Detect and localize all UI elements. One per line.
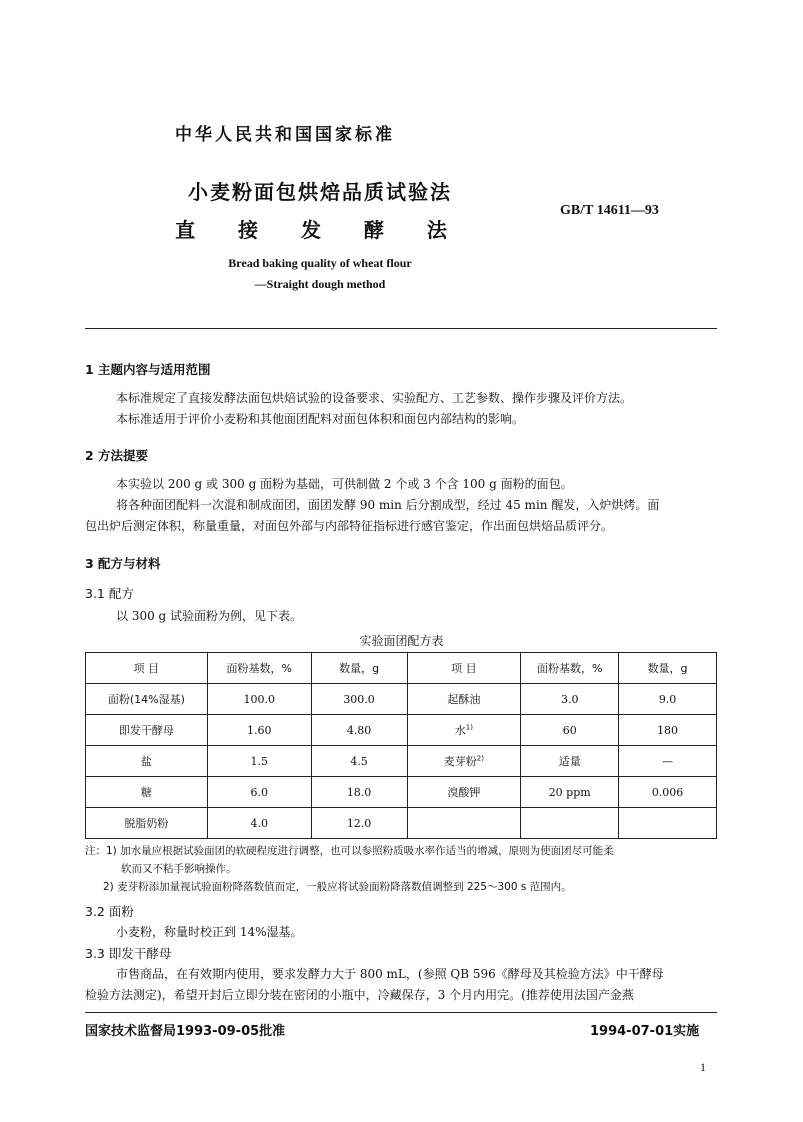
section-1-body — [116, 388, 726, 430]
column-header: 面粉基数，% — [521, 653, 619, 684]
effective-date: 1994-07-01实施 — [590, 1024, 700, 1039]
table-cell — [521, 808, 619, 839]
table-cell: 糖 — [86, 777, 208, 808]
table-cell: 6.0 — [207, 777, 311, 808]
table-cell: 4.80 — [311, 715, 407, 746]
table-cell: 20 ppm — [521, 777, 619, 808]
table-cell: 180 — [619, 715, 717, 746]
section-2-body — [85, 474, 720, 537]
table-cell: 100.0 — [207, 684, 311, 715]
column-header: 数量，g — [311, 653, 407, 684]
paragraph: 本标准适用于评价小麦粉和其他面团配料对面包体积和面包内部结构的影响。 — [116, 412, 525, 426]
paragraph: 将各种面团配料一次混和制成面团，面团发酵 90 min 后分割成型，经过 45 min 醒发，入炉烘烤。面 — [116, 498, 660, 512]
header-divider — [85, 328, 717, 329]
page-number: 1 — [700, 1060, 706, 1074]
note-1-cont: 软而又不粘手影响操作。 — [121, 863, 237, 875]
paragraph: 包出炉后测定体积，称量重量，对面包外部与内部特征指标进行感官鉴定，作出面包烘焙品质评分。 — [85, 519, 614, 533]
table-cell: 脱脂奶粉 — [86, 808, 208, 839]
approval-date: 国家技术监督局1993-09-05批准 — [85, 1024, 286, 1039]
table-row — [86, 777, 717, 808]
paragraph: 本实验以 200 g 或 300 g 面粉为基础，可供制做 2 个或 3 个含 100 g 面粉的面包。 — [116, 477, 573, 491]
footer-divider — [85, 1012, 717, 1013]
english-subtitle: —Straight dough method — [254, 277, 386, 291]
table-cell: 起酥油 — [407, 684, 521, 715]
document-subtitle: 直 接 发 酵 法 — [175, 218, 465, 242]
table-cell — [619, 808, 717, 839]
section-3-1-body: 以 300 g 试验面粉为例，见下表。 — [116, 609, 303, 623]
column-header: 项 目 — [86, 653, 208, 684]
table-cell: 9.0 — [619, 684, 717, 715]
section-3-1-title: 3.1 配方 — [85, 586, 134, 601]
column-header: 数量，g — [619, 653, 717, 684]
english-title: Bread baking quality of wheat flour — [228, 256, 412, 270]
table-cell: 面粉(14%湿基) — [86, 684, 208, 715]
table-cell: 60 — [521, 715, 619, 746]
table-cell: 4.5 — [311, 746, 407, 777]
section-3-3-title: 3.3 即发干酵母 — [85, 946, 172, 961]
column-header: 项 目 — [407, 653, 521, 684]
table-cell: 1.60 — [207, 715, 311, 746]
standard-org-heading: 中华人民共和国国家标准 — [175, 125, 395, 145]
table-cell-malt — [407, 746, 521, 777]
table-header-row — [86, 653, 717, 684]
table-row — [86, 715, 717, 746]
table-cell: 即发干酵母 — [86, 715, 208, 746]
standard-number: GB/T 14611—93 — [560, 203, 659, 218]
footnote-marker: 1) — [465, 723, 473, 732]
recipe-table — [85, 652, 717, 839]
table-cell-water — [407, 715, 521, 746]
note-1: 注：1) 加水量应根据试验面团的软硬程度进行调整，也可以参照粉质吸水率作适当的增减，原则为使面团尽可能柔 — [85, 845, 614, 857]
table-row — [86, 746, 717, 777]
section-3-2-body: 小麦粉，称量时校正到 14%湿基。 — [116, 925, 303, 939]
cell-text: 麦芽粉 — [443, 755, 477, 768]
table-cell: 1.5 — [207, 746, 311, 777]
section-3-2-title: 3.2 面粉 — [85, 904, 134, 919]
footnote-marker: 2) — [476, 754, 484, 763]
section-3-3-body — [85, 964, 725, 1006]
table-cell: 盐 — [86, 746, 208, 777]
paragraph: 检验方法测定)，希望开封后立即分装在密闭的小瓶中，冷藏保存，3 个月内用完。(推荐使用法国产金燕 — [85, 988, 634, 1002]
table-caption: 实验面团配方表 — [359, 634, 444, 648]
table-cell — [407, 808, 521, 839]
table-cell: 3.0 — [521, 684, 619, 715]
paragraph: 市售商品，在有效期内使用，要求发酵力大于 800 mL，(参照 QB 596《酵母及其检验方法》中干酵母 — [116, 967, 664, 981]
table-cell: 4.0 — [207, 808, 311, 839]
table-cell: 18.0 — [311, 777, 407, 808]
table-cell: 适量 — [521, 746, 619, 777]
section-2-title: 2 方法提要 — [85, 448, 149, 463]
note-2: 2) 麦芽粉添加量视试验面粉降落数值而定，一般应将试验面粉降落数值调整到 225～300 s 范围内。 — [103, 881, 572, 893]
table-row — [86, 808, 717, 839]
table-cell: 12.0 — [311, 808, 407, 839]
table-row — [86, 684, 717, 715]
section-1-title: 1 主题内容与适用范围 — [85, 362, 211, 377]
table-cell: 0.006 — [619, 777, 717, 808]
cell-text: 水 — [454, 724, 466, 737]
section-3-title: 3 配方与材料 — [85, 556, 161, 571]
table-cell: 300.0 — [311, 684, 407, 715]
document-title: 小麦粉面包烘焙品质试验法 — [188, 180, 452, 204]
column-header: 面粉基数，% — [207, 653, 311, 684]
table-cell: — — [619, 746, 717, 777]
table-cell: 溴酸钾 — [407, 777, 521, 808]
table-notes — [85, 842, 720, 896]
paragraph: 本标准规定了直接发酵法面包烘焙试验的设备要求、实验配方、工艺参数、操作步骤及评价方法。 — [116, 391, 633, 405]
